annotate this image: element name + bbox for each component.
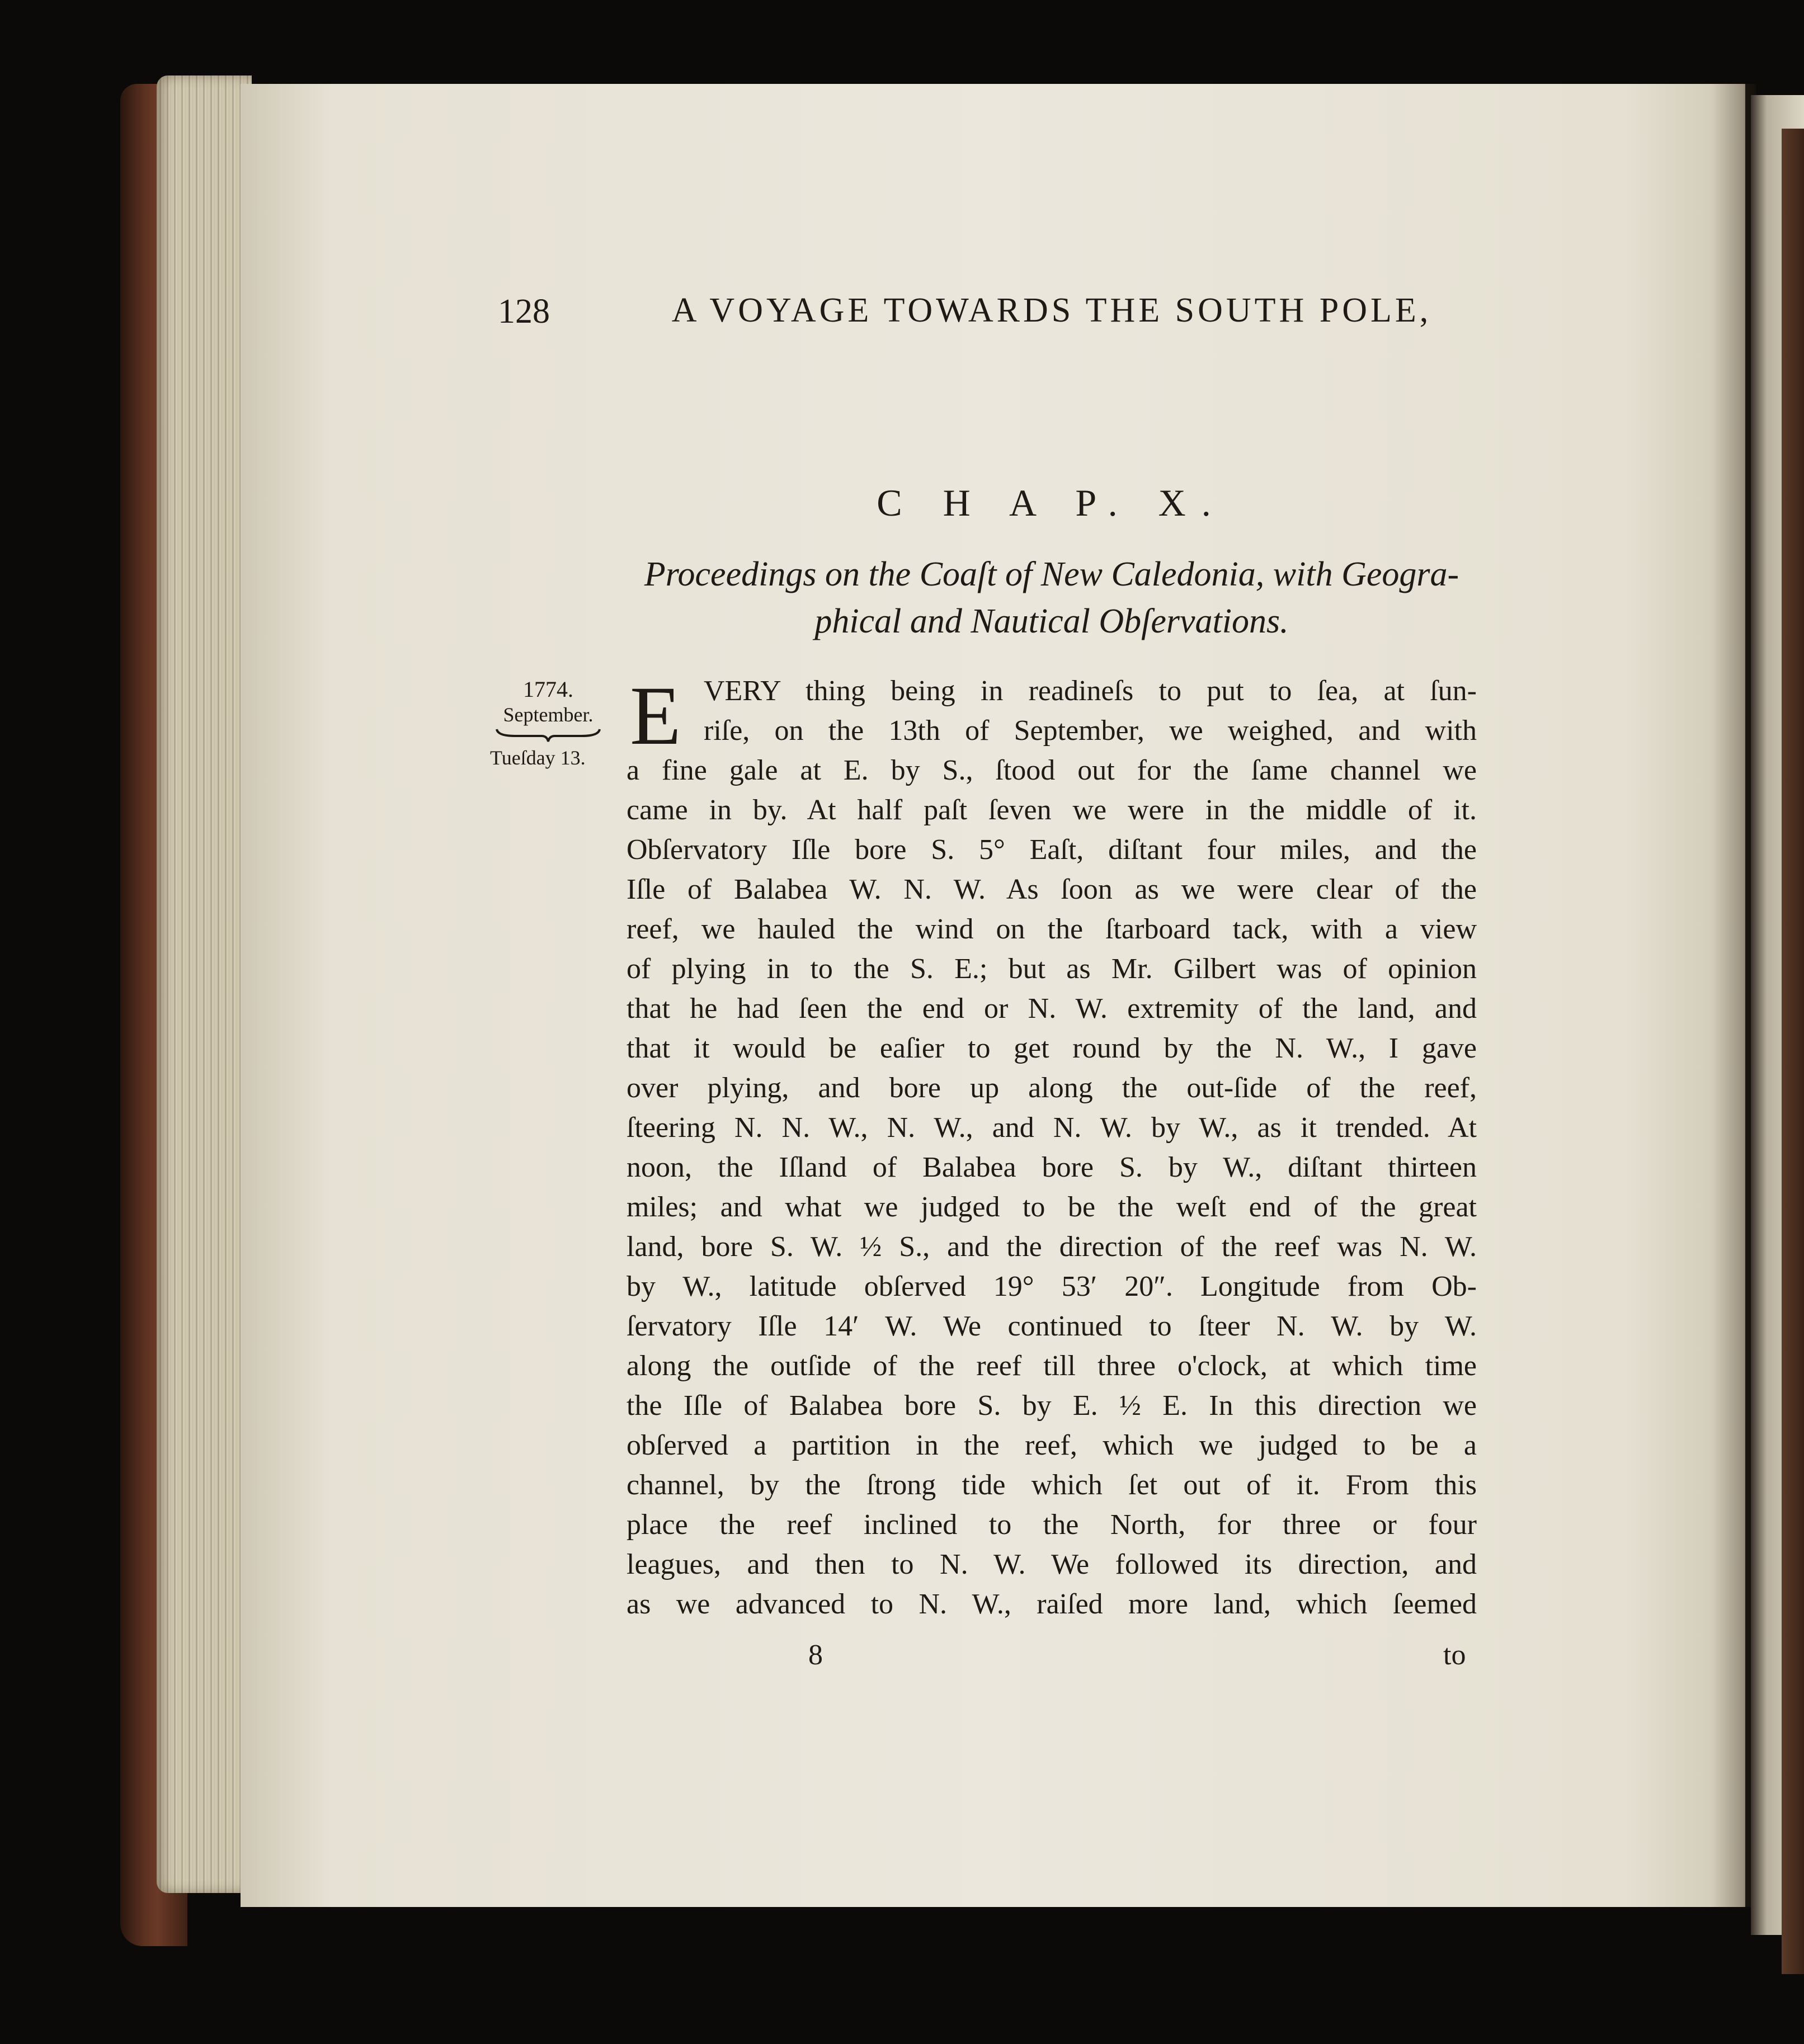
text-line: as we advanced to N. W., raiſed more land, which ſeemed: [627, 1588, 1477, 1620]
catchword: to: [1443, 1639, 1466, 1671]
text-line: obſerved a partition in the reef, which we judged to be a: [627, 1429, 1477, 1461]
text-line: that he had ſeen the end or N. W. extremity of the land, and: [627, 993, 1477, 1025]
text-line: that it would be eaſier to get round by the N. W., I gave: [627, 1032, 1477, 1064]
drop-cap: E: [630, 669, 681, 762]
text-line: place the reef inclined to the North, for three or four: [627, 1509, 1477, 1541]
text-line: ſteering N. N. W., N. W., and N. W. by W., as it trended. At: [627, 1112, 1477, 1144]
text-line: leagues, and then to N. W. We followed its direction, and: [627, 1549, 1477, 1580]
page-edges: [157, 75, 252, 1893]
text-line: land, bore S. W. ½ S., and the direction of the reef was N. W.: [627, 1231, 1477, 1263]
text-line: VERY thing being in readineſs to put to ſea, at ſun-: [704, 675, 1477, 707]
page-number: 128: [498, 292, 550, 331]
text-line: by W., latitude obſerved 19° 53′ 20″. Longitude from Ob-: [627, 1271, 1477, 1302]
text-line: ſervatory Iſle 14′ W. We continued to ſteer N. W. by W.: [627, 1310, 1477, 1342]
text-line: reef, we hauled the wind on the ſtarboard tack, with a view: [627, 913, 1477, 945]
signature-mark: 8: [808, 1639, 823, 1671]
text-line: along the outſide of the reef till three o'clock, at which time: [627, 1350, 1477, 1382]
text-line: a fine gale at E. by S., ſtood out for the ſame channel we: [627, 754, 1477, 786]
text-line: Obſervatory Iſle bore S. 5° Eaſt, diſtant four miles, and the: [627, 834, 1477, 866]
text-line: channel, by the ſtrong tide which ſet out of it. From this: [627, 1469, 1477, 1501]
chapter-subtitle-line: Proceedings on the Coaſt of New Caledonia, with Geogra-: [644, 555, 1459, 593]
text-line: Iſle of Balabea W. N. W. As ſoon as we were clear of the: [627, 874, 1477, 905]
gutter-shadow: [1712, 84, 1756, 1907]
chapter-subtitle-line: phical and Nautical Obſervations.: [814, 602, 1289, 640]
text-line: over plying, and bore up along the out-ſide of the reef,: [627, 1072, 1477, 1104]
margin-note: [487, 677, 610, 769]
text-line: the Iſle of Balabea bore S. by E. ½ E. In this direction we: [627, 1390, 1477, 1422]
chapter-title: C H A P. X.: [877, 482, 1227, 524]
margin-note-day: Tueſday 13.: [490, 747, 586, 769]
book-cover-right: [1782, 129, 1804, 1974]
text-line: noon, the Iſland of Balabea bore S. by W., diſtant thirteen: [627, 1151, 1477, 1183]
text-line: miles; and what we judged to be the weſt end of the great: [627, 1191, 1477, 1223]
body-text: [627, 671, 1477, 1624]
running-title: A VOYAGE TOWARDS THE SOUTH POLE,: [671, 291, 1432, 329]
brace-icon: [492, 727, 604, 744]
text-line: of plying in to the S. E.; but as Mr. Gilbert was of opinion: [627, 953, 1477, 985]
text-line: riſe, on the 13th of September, we weighed, and with: [704, 715, 1477, 747]
chapter-subtitle: [627, 551, 1477, 645]
margin-note-month: September.: [503, 704, 594, 726]
margin-note-year: 1774.: [523, 677, 573, 702]
text-line: came in by. At half paſt ſeven we were in the middle of it.: [627, 794, 1477, 826]
